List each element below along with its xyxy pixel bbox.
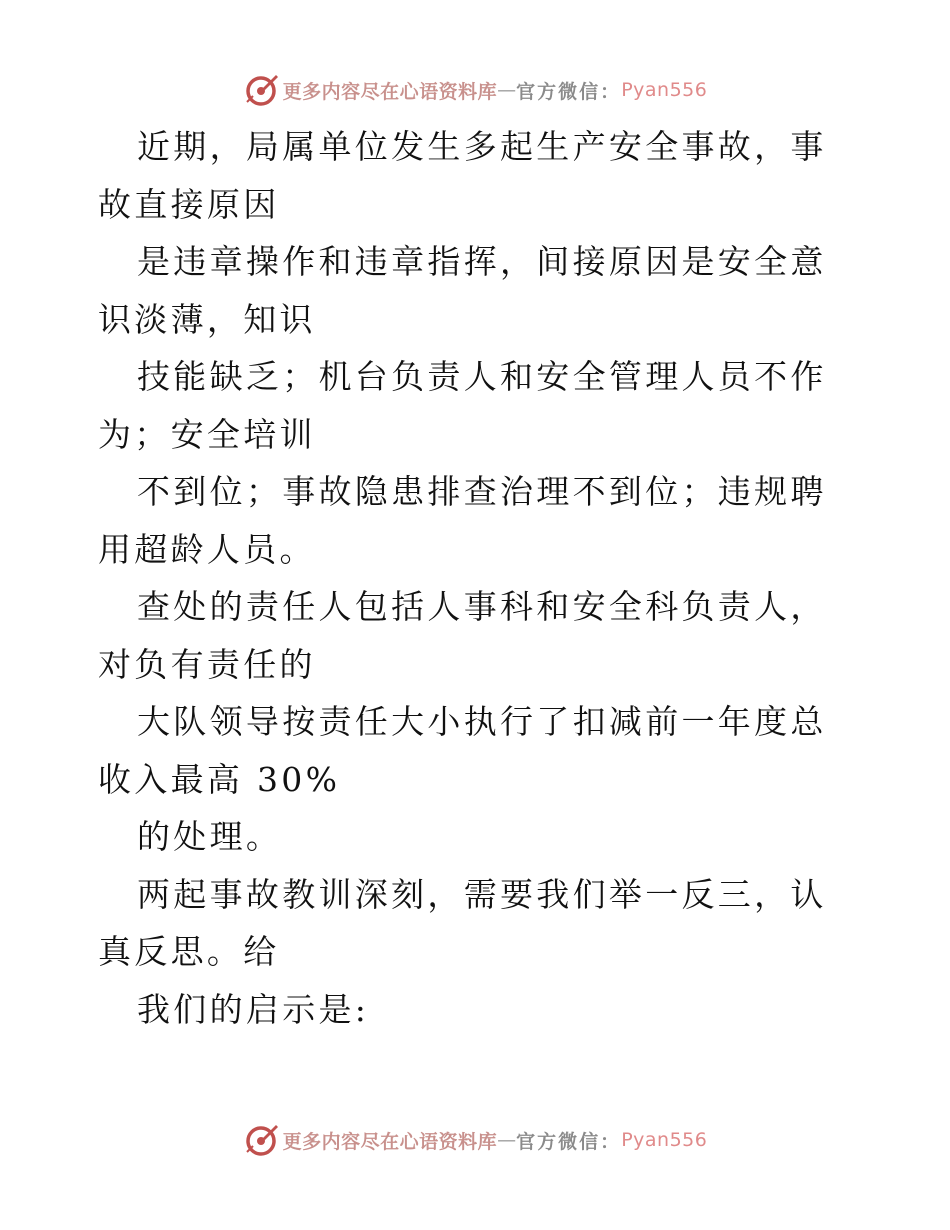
paragraph-line: 查处的责任人包括人事科和安全科负责人，对负有责任的 [98,587,827,684]
header-watermark [0,70,950,110]
paragraph-line: 不到位；事故隐患排查治理不到位；违规聘用超龄人员。 [98,472,827,569]
paragraph-line: 我们的启示是: [137,989,370,1029]
paragraph-line: 两起事故教训深刻，需要我们举一反三，认真反思。给 [98,874,827,971]
paragraph-line: 大队领导按责任大小执行了扣减前一年度总收入最高 30% [98,702,827,799]
document-body [98,118,856,1038]
paragraph-line: 技能缺乏；机台负责人和安全管理人员不作为；安全培训 [98,357,827,454]
watermark-wechat-id: Pyan556 [621,1129,708,1151]
watermark-label: 官方微信： [516,80,622,103]
paragraph-line: 是违章操作和违章指挥，间接原因是安全意识淡薄，知识 [98,242,827,339]
pen-logo-icon [243,72,279,108]
watermark-dash: — [497,1129,517,1151]
footer-watermark [0,1120,950,1160]
watermark-label: 官方微信： [516,1130,622,1153]
paragraph-line: 的处理。 [137,817,283,856]
paragraph-line: 近期，局属单位发生多起生产安全事故，事故直接原因 [98,127,827,224]
pen-logo-icon [243,1122,279,1158]
watermark-site-text: 更多内容尽在心语资料库 [282,1130,498,1153]
watermark-wechat-id: Pyan556 [621,79,708,101]
watermark-site-text: 更多内容尽在心语资料库 [282,80,498,103]
watermark-dash: — [497,79,517,101]
